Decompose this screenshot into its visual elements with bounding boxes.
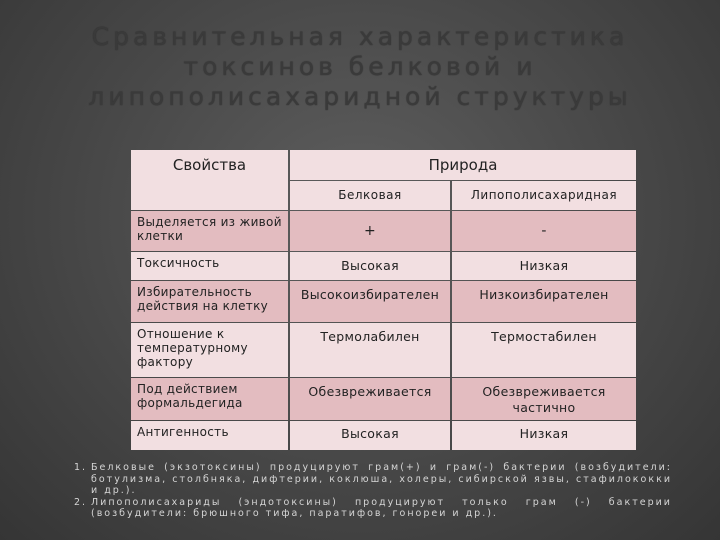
footnote-text: Белковые (экзотоксины) продуцируют грам(+) и грам(-) бактерии (возбудители: ботулизма, столбняка, дифтерии, коклюша, холеры, сибирской язвы, стафилококки и др.). — [91, 462, 672, 496]
row-property: Избирательность действия на клетку — [131, 281, 288, 322]
title-line-1: Сравнительная характеристика — [91, 22, 629, 51]
row-lps-value: Низкая — [452, 421, 636, 450]
header-nature: Природа — [290, 150, 636, 180]
row-protein-value: Высокая — [290, 421, 450, 450]
row-property: Под действием формальдегида — [131, 378, 288, 420]
row-lps-value: - — [452, 211, 636, 251]
row-property: Отношение к температурному фактору — [131, 323, 288, 377]
footnote-item — [74, 462, 672, 497]
row-property: Выделяется из живой клетки — [131, 211, 288, 251]
row-protein-value: Высокая — [290, 252, 450, 280]
slide-title — [60, 22, 660, 112]
header-properties: Свойства — [131, 150, 288, 210]
row-protein-value: Обезвреживается — [290, 378, 450, 420]
row-lps-value: Низкая — [452, 252, 636, 280]
column-header-lps: Липополисахаридная — [452, 181, 636, 210]
footnote-number: 1. — [74, 462, 88, 473]
footnote-item — [74, 497, 672, 520]
row-lps-value: Низкоизбирателен — [452, 281, 636, 322]
row-protein-value: Высокоизбирателен — [290, 281, 450, 322]
column-header-protein: Белковая — [290, 181, 450, 210]
row-lps-value: Термостабилен — [452, 323, 636, 377]
title-line-3: липополисахаридной структуры — [88, 82, 632, 111]
row-property: Токсичность — [131, 252, 288, 280]
comparison-table — [131, 150, 636, 450]
footnotes — [74, 462, 672, 520]
row-protein-value: Термолабилен — [290, 323, 450, 377]
row-property: Антигенность — [131, 421, 288, 450]
row-lps-value: Обезвреживается частично — [452, 378, 636, 420]
title-line-2: токсинов белковой и — [183, 52, 537, 81]
footnote-text: Липополисахариды (эндотоксины) продуцируют только грам (-) бактерии (возбудители: брюшного тифа, паратифов, гонореи и др.). — [91, 496, 672, 519]
footnote-number: 2. — [74, 496, 88, 508]
row-protein-value: + — [290, 211, 450, 251]
